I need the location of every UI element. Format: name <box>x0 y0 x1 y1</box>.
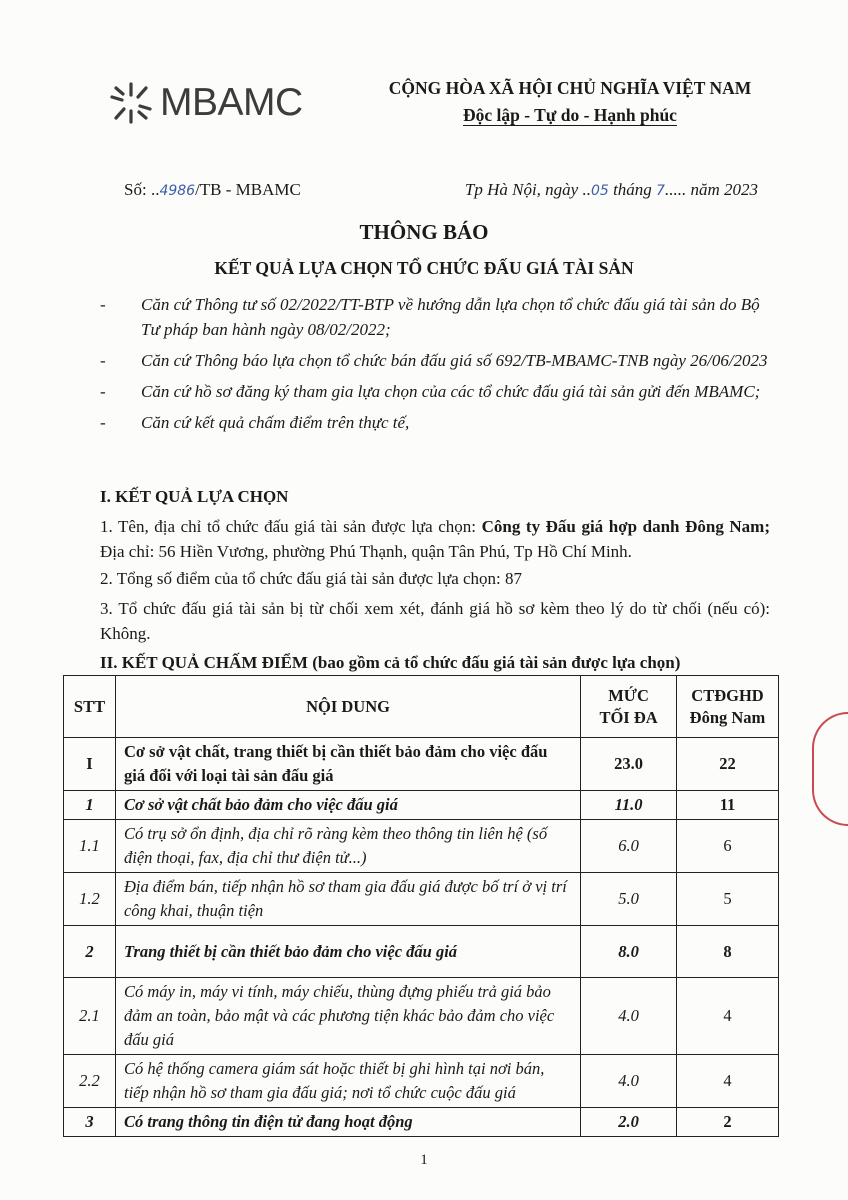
table-row <box>64 1055 779 1108</box>
cell-stt: 3 <box>64 1108 116 1137</box>
table-header-row <box>64 676 779 738</box>
legal-basis-item: - Căn cứ Thông báo lựa chọn tổ chức bán đấu giá số 692/TB-MBAMC-TNB ngày 26/06/2023 <box>100 348 770 373</box>
legal-basis-text: Căn cứ kết quả chấm điểm trên thực tế, <box>141 413 410 432</box>
date-suffix: ..... năm 2023 <box>664 180 758 199</box>
cell-score: 5 <box>677 873 779 926</box>
legal-basis-item: - Căn cứ Thông tư số 02/2022/TT-BTP về hướng dẫn lựa chọn tổ chức đấu giá tài sản do Bộ Tư pháp ban hành ngày 08/02/2022; <box>100 292 770 342</box>
table-row <box>64 926 779 978</box>
ref-suffix: /TB - MBAMC <box>195 180 301 199</box>
cell-stt: 2 <box>64 926 116 978</box>
cell-content: Địa điểm bán, tiếp nhận hồ sơ tham gia đấu giá được bố trí ở vị trí công khai, thuận tiện <box>115 873 580 926</box>
legal-basis-text: Căn cứ Thông tư số 02/2022/TT-BTP về hướng dẫn lựa chọn tổ chức đấu giá tài sản do Bộ Tư pháp ban hành ngày 08/02/2022; <box>141 295 760 339</box>
cell-stt: I <box>64 738 116 791</box>
selected-org-name: Công ty Đấu giá hợp danh Đông Nam; <box>481 517 770 536</box>
cell-content: Cơ sở vật chất bảo đảm cho việc đấu giá <box>115 791 580 820</box>
document-subtitle: KẾT QUẢ LỰA CHỌN TỔ CHỨC ĐẤU GIÁ TÀI SẢN <box>214 258 634 278</box>
cell-max: 5.0 <box>581 873 677 926</box>
col-max <box>581 676 677 738</box>
table-row <box>64 978 779 1055</box>
table-row <box>64 873 779 926</box>
legal-basis-text: Căn cứ hồ sơ đăng ký tham gia lựa chọn của các tổ chức đấu giá tài sản gửi đến MBAMC; <box>141 382 761 401</box>
cell-score: 4 <box>677 978 779 1055</box>
section2-heading: II. KẾT QUẢ CHẤM ĐIỂM (bao gồm cả tổ chức đấu giá tài sản được lựa chọn) <box>100 653 681 672</box>
table-row <box>64 820 779 873</box>
section1-paragraph3: 3. Tổ chức đấu giá tài sản bị từ chối xem xét, đánh giá hồ sơ kèm theo lý do từ chối (nếu có): Không. <box>100 599 770 643</box>
cell-max: 2.0 <box>581 1108 677 1137</box>
col-org-line1: CTĐGHD <box>691 685 764 705</box>
cell-score: 2 <box>677 1108 779 1137</box>
ref-number-handwritten: 4986 <box>159 183 196 199</box>
date-mid: tháng <box>608 180 657 199</box>
table-row <box>64 791 779 820</box>
cell-stt: 2.2 <box>64 1055 116 1108</box>
cell-score: 22 <box>677 738 779 791</box>
cell-content: Có trụ sở ổn định, địa chỉ rõ ràng kèm theo thông tin liên hệ (số điện thoại, fax, địa chỉ thư điện tử...) <box>115 820 580 873</box>
page-number: 1 <box>420 1152 428 1168</box>
cell-score: 6 <box>677 820 779 873</box>
p1-suffix: Địa chỉ: 56 Hiền Vương, phường Phú Thạnh, quận Tân Phú, Tp Hồ Chí Minh. <box>100 542 632 561</box>
section1-paragraph2: 2. Tổng số điểm của tổ chức đấu giá tài sản được lựa chọn: 87 <box>100 569 523 588</box>
cell-max: 11.0 <box>581 791 677 820</box>
cell-content: Có trang thông tin điện tử đang hoạt động <box>115 1108 580 1137</box>
score-table <box>63 675 779 1137</box>
document-title: THÔNG BÁO <box>359 220 489 244</box>
cell-max: 4.0 <box>581 1055 677 1108</box>
cell-stt: 2.1 <box>64 978 116 1055</box>
cell-max: 4.0 <box>581 978 677 1055</box>
cell-content: Trang thiết bị cần thiết bảo đảm cho việc đấu giá <box>115 926 580 978</box>
section1-paragraph1 <box>100 514 770 564</box>
col-max-line2: TỐI ĐA <box>599 707 658 727</box>
legal-basis-item: - Căn cứ kết quả chấm điểm trên thực tế, <box>100 410 770 435</box>
cell-max: 23.0 <box>581 738 677 791</box>
date-month: 7 <box>656 183 665 199</box>
cell-content: Có máy in, máy vi tính, máy chiếu, thùng đựng phiếu trả giá bảo đảm an toàn, bảo mật và các phương tiện khác bảo đảm cho việc đấu giá <box>115 978 580 1055</box>
legal-basis-text: Căn cứ Thông báo lựa chọn tổ chức bán đấu giá số 692/TB-MBAMC-TNB ngày 26/06/2023 <box>141 351 768 370</box>
col-org <box>677 676 779 738</box>
cell-stt: 1.1 <box>64 820 116 873</box>
cell-max: 8.0 <box>581 926 677 978</box>
col-content: NỘI DUNG <box>115 676 580 738</box>
logo-star-icon <box>108 80 154 126</box>
company-logo <box>108 80 338 126</box>
cell-stt: 1 <box>64 791 116 820</box>
date-day: 05 <box>590 183 609 199</box>
nation-line1: CỘNG HÒA XÃ HỘI CHỦ NGHĨA VIỆT NAM <box>388 78 752 98</box>
section1-heading: I. KẾT QUẢ LỰA CHỌN <box>100 487 289 506</box>
date-prefix: Tp Hà Nội, ngày .. <box>464 180 591 199</box>
cell-score: 11 <box>677 791 779 820</box>
ref-prefix: Số: <box>124 180 151 199</box>
table-row <box>64 1108 779 1137</box>
cell-content: Có hệ thống camera giám sát hoặc thiết bị ghi hình tại nơi bán, tiếp nhận hồ sơ tham gia đấu giá; nơi tổ chức cuộc đấu giá <box>115 1055 580 1108</box>
p1-prefix: 1. Tên, địa chỉ tổ chức đấu giá tài sản được lựa chọn: <box>100 517 482 536</box>
legal-bases <box>100 292 770 441</box>
logo-text: MBAMC <box>160 81 303 124</box>
col-max-line1: MỨC <box>608 685 649 705</box>
cell-content: Cơ sở vật chất, trang thiết bị cần thiết bảo đảm cho việc đấu giá đối với loại tài sản đấu giá <box>115 738 580 791</box>
nation-line2 <box>360 105 780 126</box>
document-date <box>465 180 758 200</box>
col-stt: STT <box>64 676 116 738</box>
cell-score: 8 <box>677 926 779 978</box>
cell-max: 6.0 <box>581 820 677 873</box>
legal-basis-item: - Căn cứ hồ sơ đăng ký tham gia lựa chọn của các tổ chức đấu giá tài sản gửi đến MBAMC; <box>100 379 770 404</box>
col-org-line2: Đông Nam <box>689 707 766 727</box>
cell-stt: 1.2 <box>64 873 116 926</box>
reference-number: Số: ..4986/TB - MBAMC <box>124 180 301 199</box>
cell-score: 4 <box>677 1055 779 1108</box>
table-row <box>64 738 779 791</box>
motto: Độc lập - Tự do - Hạnh phúc <box>463 105 677 125</box>
red-seal-stamp <box>812 712 848 826</box>
national-header <box>360 78 780 126</box>
